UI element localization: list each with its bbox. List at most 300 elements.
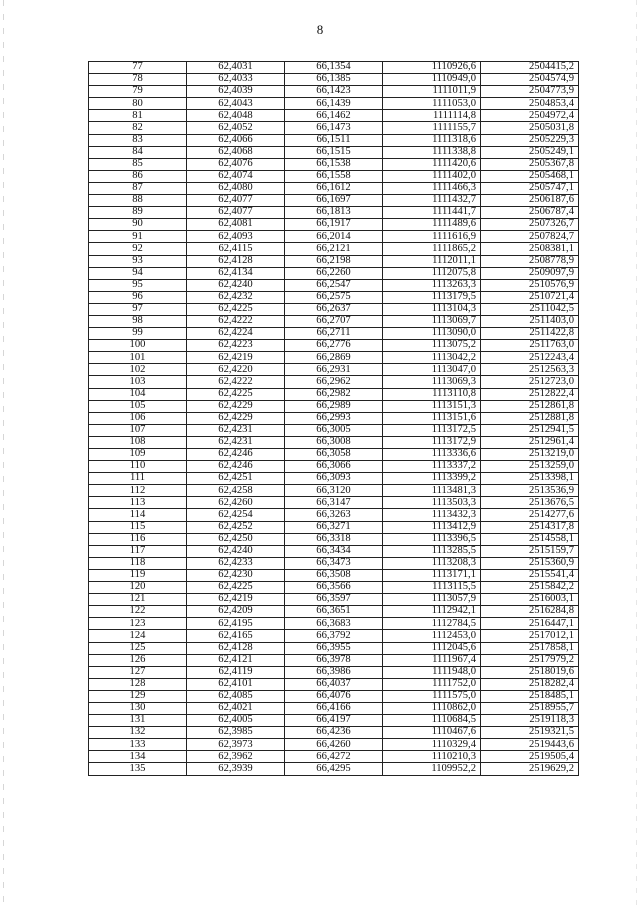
point-number-cell: 80 xyxy=(89,98,187,110)
table-row xyxy=(89,328,579,340)
longitude-cell: 66,2707 xyxy=(285,315,383,327)
table-row xyxy=(89,74,579,86)
x-coordinate-cell: 1113151,6 xyxy=(383,412,481,424)
point-number-cell: 121 xyxy=(89,594,187,606)
longitude-cell: 66,2198 xyxy=(285,255,383,267)
y-coordinate-cell: 2504415,2 xyxy=(481,62,579,74)
latitude-cell: 62,4043 xyxy=(187,98,285,110)
y-coordinate-cell: 2512861,8 xyxy=(481,400,579,412)
point-number-cell: 122 xyxy=(89,606,187,618)
y-coordinate-cell: 2508778,9 xyxy=(481,255,579,267)
y-coordinate-cell: 2516003,1 xyxy=(481,594,579,606)
point-number-cell: 110 xyxy=(89,461,187,473)
latitude-cell: 62,4052 xyxy=(187,122,285,134)
latitude-cell: 62,4225 xyxy=(187,388,285,400)
y-coordinate-cell: 2506187,6 xyxy=(481,195,579,207)
latitude-cell: 62,4077 xyxy=(187,207,285,219)
longitude-cell: 66,2989 xyxy=(285,400,383,412)
y-coordinate-cell: 2512881,8 xyxy=(481,412,579,424)
x-coordinate-cell: 1110684,5 xyxy=(383,715,481,727)
point-number-cell: 129 xyxy=(89,690,187,702)
point-number-cell: 96 xyxy=(89,291,187,303)
y-coordinate-cell: 2518019,6 xyxy=(481,666,579,678)
latitude-cell: 62,4128 xyxy=(187,255,285,267)
point-number-cell: 105 xyxy=(89,400,187,412)
point-number-cell: 134 xyxy=(89,751,187,763)
y-coordinate-cell: 2512563,3 xyxy=(481,364,579,376)
y-coordinate-cell: 2519321,5 xyxy=(481,727,579,739)
longitude-cell: 66,1813 xyxy=(285,207,383,219)
point-number-cell: 120 xyxy=(89,582,187,594)
longitude-cell: 66,3008 xyxy=(285,436,383,448)
x-coordinate-cell: 1113042,2 xyxy=(383,352,481,364)
x-coordinate-cell: 1111466,3 xyxy=(383,182,481,194)
x-coordinate-cell: 1113057,9 xyxy=(383,594,481,606)
point-number-cell: 133 xyxy=(89,739,187,751)
latitude-cell: 62,4115 xyxy=(187,243,285,255)
point-number-cell: 128 xyxy=(89,678,187,690)
point-number-cell: 102 xyxy=(89,364,187,376)
longitude-cell: 66,2869 xyxy=(285,352,383,364)
longitude-cell: 66,3792 xyxy=(285,630,383,642)
point-number-cell: 77 xyxy=(89,62,187,74)
y-coordinate-cell: 2505747,1 xyxy=(481,182,579,194)
latitude-cell: 62,4021 xyxy=(187,702,285,714)
longitude-cell: 66,2260 xyxy=(285,267,383,279)
table-row xyxy=(89,642,579,654)
table-row xyxy=(89,449,579,461)
x-coordinate-cell: 1113090,0 xyxy=(383,328,481,340)
latitude-cell: 62,3985 xyxy=(187,727,285,739)
longitude-cell: 66,2711 xyxy=(285,328,383,340)
table-row xyxy=(89,461,579,473)
latitude-cell: 62,4224 xyxy=(187,328,285,340)
point-number-cell: 114 xyxy=(89,509,187,521)
latitude-cell: 62,4223 xyxy=(187,340,285,352)
latitude-cell: 62,3973 xyxy=(187,739,285,751)
point-number-cell: 106 xyxy=(89,412,187,424)
longitude-cell: 66,3955 xyxy=(285,642,383,654)
longitude-cell: 66,1473 xyxy=(285,122,383,134)
latitude-cell: 62,4219 xyxy=(187,594,285,606)
y-coordinate-cell: 2514317,8 xyxy=(481,521,579,533)
x-coordinate-cell: 1113172,9 xyxy=(383,436,481,448)
point-number-cell: 109 xyxy=(89,449,187,461)
latitude-cell: 62,4119 xyxy=(187,666,285,678)
y-coordinate-cell: 2511042,5 xyxy=(481,303,579,315)
y-coordinate-cell: 2510576,9 xyxy=(481,279,579,291)
longitude-cell: 66,4272 xyxy=(285,751,383,763)
longitude-cell: 66,3566 xyxy=(285,582,383,594)
x-coordinate-cell: 1110210,3 xyxy=(383,751,481,763)
point-number-cell: 112 xyxy=(89,485,187,497)
x-coordinate-cell: 1109952,2 xyxy=(383,763,481,775)
table-row xyxy=(89,279,579,291)
table-row xyxy=(89,618,579,630)
y-coordinate-cell: 2504574,9 xyxy=(481,74,579,86)
table-row xyxy=(89,291,579,303)
x-coordinate-cell: 1112942,1 xyxy=(383,606,481,618)
x-coordinate-cell: 1113171,1 xyxy=(383,569,481,581)
latitude-cell: 62,4165 xyxy=(187,630,285,642)
table-row xyxy=(89,110,579,122)
y-coordinate-cell: 2513676,5 xyxy=(481,497,579,509)
longitude-cell: 66,3147 xyxy=(285,497,383,509)
x-coordinate-cell: 1111114,8 xyxy=(383,110,481,122)
x-coordinate-cell: 1111011,9 xyxy=(383,86,481,98)
table-row xyxy=(89,751,579,763)
point-number-cell: 98 xyxy=(89,315,187,327)
longitude-cell: 66,3508 xyxy=(285,569,383,581)
table-row xyxy=(89,182,579,194)
x-coordinate-cell: 1113503,3 xyxy=(383,497,481,509)
longitude-cell: 66,4260 xyxy=(285,739,383,751)
y-coordinate-cell: 2512961,4 xyxy=(481,436,579,448)
point-number-cell: 113 xyxy=(89,497,187,509)
y-coordinate-cell: 2512822,4 xyxy=(481,388,579,400)
table-row xyxy=(89,412,579,424)
x-coordinate-cell: 1111865,2 xyxy=(383,243,481,255)
point-number-cell: 81 xyxy=(89,110,187,122)
table-row xyxy=(89,678,579,690)
y-coordinate-cell: 2515159,7 xyxy=(481,545,579,557)
point-number-cell: 88 xyxy=(89,195,187,207)
longitude-cell: 66,1423 xyxy=(285,86,383,98)
latitude-cell: 62,4134 xyxy=(187,267,285,279)
y-coordinate-cell: 2504972,4 xyxy=(481,110,579,122)
x-coordinate-cell: 1113069,3 xyxy=(383,376,481,388)
x-coordinate-cell: 1113432,3 xyxy=(383,509,481,521)
latitude-cell: 62,4101 xyxy=(187,678,285,690)
x-coordinate-cell: 1113399,2 xyxy=(383,473,481,485)
x-coordinate-cell: 1113396,5 xyxy=(383,533,481,545)
point-number-cell: 108 xyxy=(89,436,187,448)
table-row xyxy=(89,763,579,775)
y-coordinate-cell: 2515842,2 xyxy=(481,582,579,594)
longitude-cell: 66,3651 xyxy=(285,606,383,618)
y-coordinate-cell: 2505249,1 xyxy=(481,146,579,158)
longitude-cell: 66,4166 xyxy=(285,702,383,714)
longitude-cell: 66,4197 xyxy=(285,715,383,727)
x-coordinate-cell: 1113075,2 xyxy=(383,340,481,352)
table-row xyxy=(89,243,579,255)
longitude-cell: 66,2121 xyxy=(285,243,383,255)
latitude-cell: 62,4246 xyxy=(187,461,285,473)
y-coordinate-cell: 2512941,5 xyxy=(481,424,579,436)
x-coordinate-cell: 1111489,6 xyxy=(383,219,481,231)
longitude-cell: 66,3986 xyxy=(285,666,383,678)
y-coordinate-cell: 2518955,7 xyxy=(481,702,579,714)
y-coordinate-cell: 2511763,0 xyxy=(481,340,579,352)
point-number-cell: 87 xyxy=(89,182,187,194)
longitude-cell: 66,1917 xyxy=(285,219,383,231)
table-row xyxy=(89,340,579,352)
y-coordinate-cell: 2517979,2 xyxy=(481,654,579,666)
longitude-cell: 66,3005 xyxy=(285,424,383,436)
table-row xyxy=(89,545,579,557)
table-row xyxy=(89,231,579,243)
y-coordinate-cell: 2513219,0 xyxy=(481,449,579,461)
y-coordinate-cell: 2519505,4 xyxy=(481,751,579,763)
x-coordinate-cell: 1113104,3 xyxy=(383,303,481,315)
latitude-cell: 62,4230 xyxy=(187,569,285,581)
point-number-cell: 84 xyxy=(89,146,187,158)
latitude-cell: 62,4225 xyxy=(187,582,285,594)
x-coordinate-cell: 1111441,7 xyxy=(383,207,481,219)
longitude-cell: 66,2993 xyxy=(285,412,383,424)
point-number-cell: 127 xyxy=(89,666,187,678)
x-coordinate-cell: 1112784,5 xyxy=(383,618,481,630)
y-coordinate-cell: 2512243,4 xyxy=(481,352,579,364)
x-coordinate-cell: 1111575,0 xyxy=(383,690,481,702)
y-coordinate-cell: 2516447,1 xyxy=(481,618,579,630)
table-row xyxy=(89,509,579,521)
latitude-cell: 62,4128 xyxy=(187,642,285,654)
point-number-cell: 107 xyxy=(89,424,187,436)
latitude-cell: 62,3962 xyxy=(187,751,285,763)
latitude-cell: 62,4231 xyxy=(187,424,285,436)
latitude-cell: 62,4254 xyxy=(187,509,285,521)
longitude-cell: 66,3473 xyxy=(285,557,383,569)
y-coordinate-cell: 2506787,4 xyxy=(481,207,579,219)
point-number-cell: 90 xyxy=(89,219,187,231)
table-row xyxy=(89,62,579,74)
x-coordinate-cell: 1113151,3 xyxy=(383,400,481,412)
point-number-cell: 103 xyxy=(89,376,187,388)
x-coordinate-cell: 1111967,4 xyxy=(383,654,481,666)
y-coordinate-cell: 2519629,2 xyxy=(481,763,579,775)
y-coordinate-cell: 2505468,1 xyxy=(481,170,579,182)
point-number-cell: 131 xyxy=(89,715,187,727)
y-coordinate-cell: 2505031,8 xyxy=(481,122,579,134)
y-coordinate-cell: 2513398,1 xyxy=(481,473,579,485)
table-row xyxy=(89,569,579,581)
point-number-cell: 78 xyxy=(89,74,187,86)
latitude-cell: 62,4222 xyxy=(187,315,285,327)
y-coordinate-cell: 2505367,8 xyxy=(481,158,579,170)
latitude-cell: 62,4240 xyxy=(187,545,285,557)
latitude-cell: 62,4080 xyxy=(187,182,285,194)
y-coordinate-cell: 2511403,0 xyxy=(481,315,579,327)
latitude-cell: 62,3939 xyxy=(187,763,285,775)
table-row xyxy=(89,557,579,569)
table-row xyxy=(89,715,579,727)
x-coordinate-cell: 1113285,5 xyxy=(383,545,481,557)
x-coordinate-cell: 1113115,5 xyxy=(383,582,481,594)
table-row xyxy=(89,303,579,315)
table-row xyxy=(89,436,579,448)
longitude-cell: 66,4236 xyxy=(285,727,383,739)
latitude-cell: 62,4039 xyxy=(187,86,285,98)
longitude-cell: 66,1385 xyxy=(285,74,383,86)
latitude-cell: 62,4252 xyxy=(187,521,285,533)
scan-edge-left xyxy=(3,0,4,905)
latitude-cell: 62,4121 xyxy=(187,654,285,666)
latitude-cell: 62,4066 xyxy=(187,134,285,146)
table-row xyxy=(89,122,579,134)
table-row xyxy=(89,521,579,533)
longitude-cell: 66,2962 xyxy=(285,376,383,388)
table-row xyxy=(89,364,579,376)
longitude-cell: 66,3271 xyxy=(285,521,383,533)
x-coordinate-cell: 1112011,1 xyxy=(383,255,481,267)
latitude-cell: 62,4085 xyxy=(187,690,285,702)
x-coordinate-cell: 1113263,3 xyxy=(383,279,481,291)
longitude-cell: 66,4037 xyxy=(285,678,383,690)
table-row xyxy=(89,473,579,485)
point-number-cell: 101 xyxy=(89,352,187,364)
y-coordinate-cell: 2511422,8 xyxy=(481,328,579,340)
longitude-cell: 66,1558 xyxy=(285,170,383,182)
table-row xyxy=(89,195,579,207)
table-row xyxy=(89,690,579,702)
latitude-cell: 62,4246 xyxy=(187,449,285,461)
latitude-cell: 62,4240 xyxy=(187,279,285,291)
longitude-cell: 66,2931 xyxy=(285,364,383,376)
x-coordinate-cell: 1113069,7 xyxy=(383,315,481,327)
table-row xyxy=(89,207,579,219)
point-number-cell: 125 xyxy=(89,642,187,654)
table-row xyxy=(89,533,579,545)
table-row xyxy=(89,388,579,400)
longitude-cell: 66,3263 xyxy=(285,509,383,521)
x-coordinate-cell: 1110329,4 xyxy=(383,739,481,751)
latitude-cell: 62,4093 xyxy=(187,231,285,243)
x-coordinate-cell: 1113110,8 xyxy=(383,388,481,400)
x-coordinate-cell: 1113172,5 xyxy=(383,424,481,436)
point-number-cell: 91 xyxy=(89,231,187,243)
x-coordinate-cell: 1111616,9 xyxy=(383,231,481,243)
longitude-cell: 66,1354 xyxy=(285,62,383,74)
x-coordinate-cell: 1113208,3 xyxy=(383,557,481,569)
table-row xyxy=(89,86,579,98)
latitude-cell: 62,4220 xyxy=(187,364,285,376)
y-coordinate-cell: 2518485,1 xyxy=(481,690,579,702)
latitude-cell: 62,4195 xyxy=(187,618,285,630)
table-row xyxy=(89,158,579,170)
latitude-cell: 62,4076 xyxy=(187,158,285,170)
x-coordinate-cell: 1111318,6 xyxy=(383,134,481,146)
table-row xyxy=(89,497,579,509)
point-number-cell: 132 xyxy=(89,727,187,739)
y-coordinate-cell: 2504853,4 xyxy=(481,98,579,110)
point-number-cell: 124 xyxy=(89,630,187,642)
x-coordinate-cell: 1113337,2 xyxy=(383,461,481,473)
point-number-cell: 118 xyxy=(89,557,187,569)
y-coordinate-cell: 2514558,1 xyxy=(481,533,579,545)
scan-edge-right xyxy=(636,0,637,905)
point-number-cell: 95 xyxy=(89,279,187,291)
latitude-cell: 62,4031 xyxy=(187,62,285,74)
x-coordinate-cell: 1113481,3 xyxy=(383,485,481,497)
table-row xyxy=(89,727,579,739)
longitude-cell: 66,3597 xyxy=(285,594,383,606)
table-row xyxy=(89,702,579,714)
longitude-cell: 66,3978 xyxy=(285,654,383,666)
table-row xyxy=(89,594,579,606)
x-coordinate-cell: 1110926,6 xyxy=(383,62,481,74)
point-number-cell: 126 xyxy=(89,654,187,666)
table-row xyxy=(89,485,579,497)
point-number-cell: 104 xyxy=(89,388,187,400)
x-coordinate-cell: 1110949,0 xyxy=(383,74,481,86)
latitude-cell: 62,4232 xyxy=(187,291,285,303)
point-number-cell: 82 xyxy=(89,122,187,134)
latitude-cell: 62,4258 xyxy=(187,485,285,497)
table-row xyxy=(89,424,579,436)
point-number-cell: 94 xyxy=(89,267,187,279)
longitude-cell: 66,3434 xyxy=(285,545,383,557)
latitude-cell: 62,4068 xyxy=(187,146,285,158)
page-number: 8 xyxy=(316,22,324,37)
latitude-cell: 62,4005 xyxy=(187,715,285,727)
point-number-cell: 111 xyxy=(89,473,187,485)
table-row xyxy=(89,146,579,158)
table-row xyxy=(89,315,579,327)
latitude-cell: 62,4033 xyxy=(187,74,285,86)
point-number-cell: 135 xyxy=(89,763,187,775)
y-coordinate-cell: 2518282,4 xyxy=(481,678,579,690)
latitude-cell: 62,4077 xyxy=(187,195,285,207)
longitude-cell: 66,1538 xyxy=(285,158,383,170)
y-coordinate-cell: 2517858,1 xyxy=(481,642,579,654)
x-coordinate-cell: 1111338,8 xyxy=(383,146,481,158)
point-number-cell: 97 xyxy=(89,303,187,315)
table-row xyxy=(89,219,579,231)
y-coordinate-cell: 2512723,0 xyxy=(481,376,579,388)
longitude-cell: 66,1697 xyxy=(285,195,383,207)
x-coordinate-cell: 1111420,6 xyxy=(383,158,481,170)
x-coordinate-cell: 1110862,0 xyxy=(383,702,481,714)
y-coordinate-cell: 2519118,3 xyxy=(481,715,579,727)
table-row xyxy=(89,606,579,618)
latitude-cell: 62,4229 xyxy=(187,400,285,412)
coordinates-table-body xyxy=(89,62,579,776)
table-row xyxy=(89,255,579,267)
table-row xyxy=(89,582,579,594)
table-row xyxy=(89,98,579,110)
y-coordinate-cell: 2505229,3 xyxy=(481,134,579,146)
y-coordinate-cell: 2508381,1 xyxy=(481,243,579,255)
table-row xyxy=(89,267,579,279)
longitude-cell: 66,4295 xyxy=(285,763,383,775)
longitude-cell: 66,2982 xyxy=(285,388,383,400)
point-number-cell: 93 xyxy=(89,255,187,267)
latitude-cell: 62,4225 xyxy=(187,303,285,315)
longitude-cell: 66,1439 xyxy=(285,98,383,110)
longitude-cell: 66,1462 xyxy=(285,110,383,122)
latitude-cell: 62,4209 xyxy=(187,606,285,618)
longitude-cell: 66,3120 xyxy=(285,485,383,497)
x-coordinate-cell: 1112075,8 xyxy=(383,267,481,279)
longitude-cell: 66,2014 xyxy=(285,231,383,243)
x-coordinate-cell: 1112045,6 xyxy=(383,642,481,654)
y-coordinate-cell: 2514277,6 xyxy=(481,509,579,521)
x-coordinate-cell: 1111402,0 xyxy=(383,170,481,182)
latitude-cell: 62,4260 xyxy=(187,497,285,509)
y-coordinate-cell: 2516284,8 xyxy=(481,606,579,618)
point-number-cell: 130 xyxy=(89,702,187,714)
table-row xyxy=(89,666,579,678)
table-row xyxy=(89,739,579,751)
x-coordinate-cell: 1111155,7 xyxy=(383,122,481,134)
latitude-cell: 62,4251 xyxy=(187,473,285,485)
x-coordinate-cell: 1111948,0 xyxy=(383,666,481,678)
point-number-cell: 115 xyxy=(89,521,187,533)
latitude-cell: 62,4222 xyxy=(187,376,285,388)
point-number-cell: 83 xyxy=(89,134,187,146)
table-row xyxy=(89,134,579,146)
